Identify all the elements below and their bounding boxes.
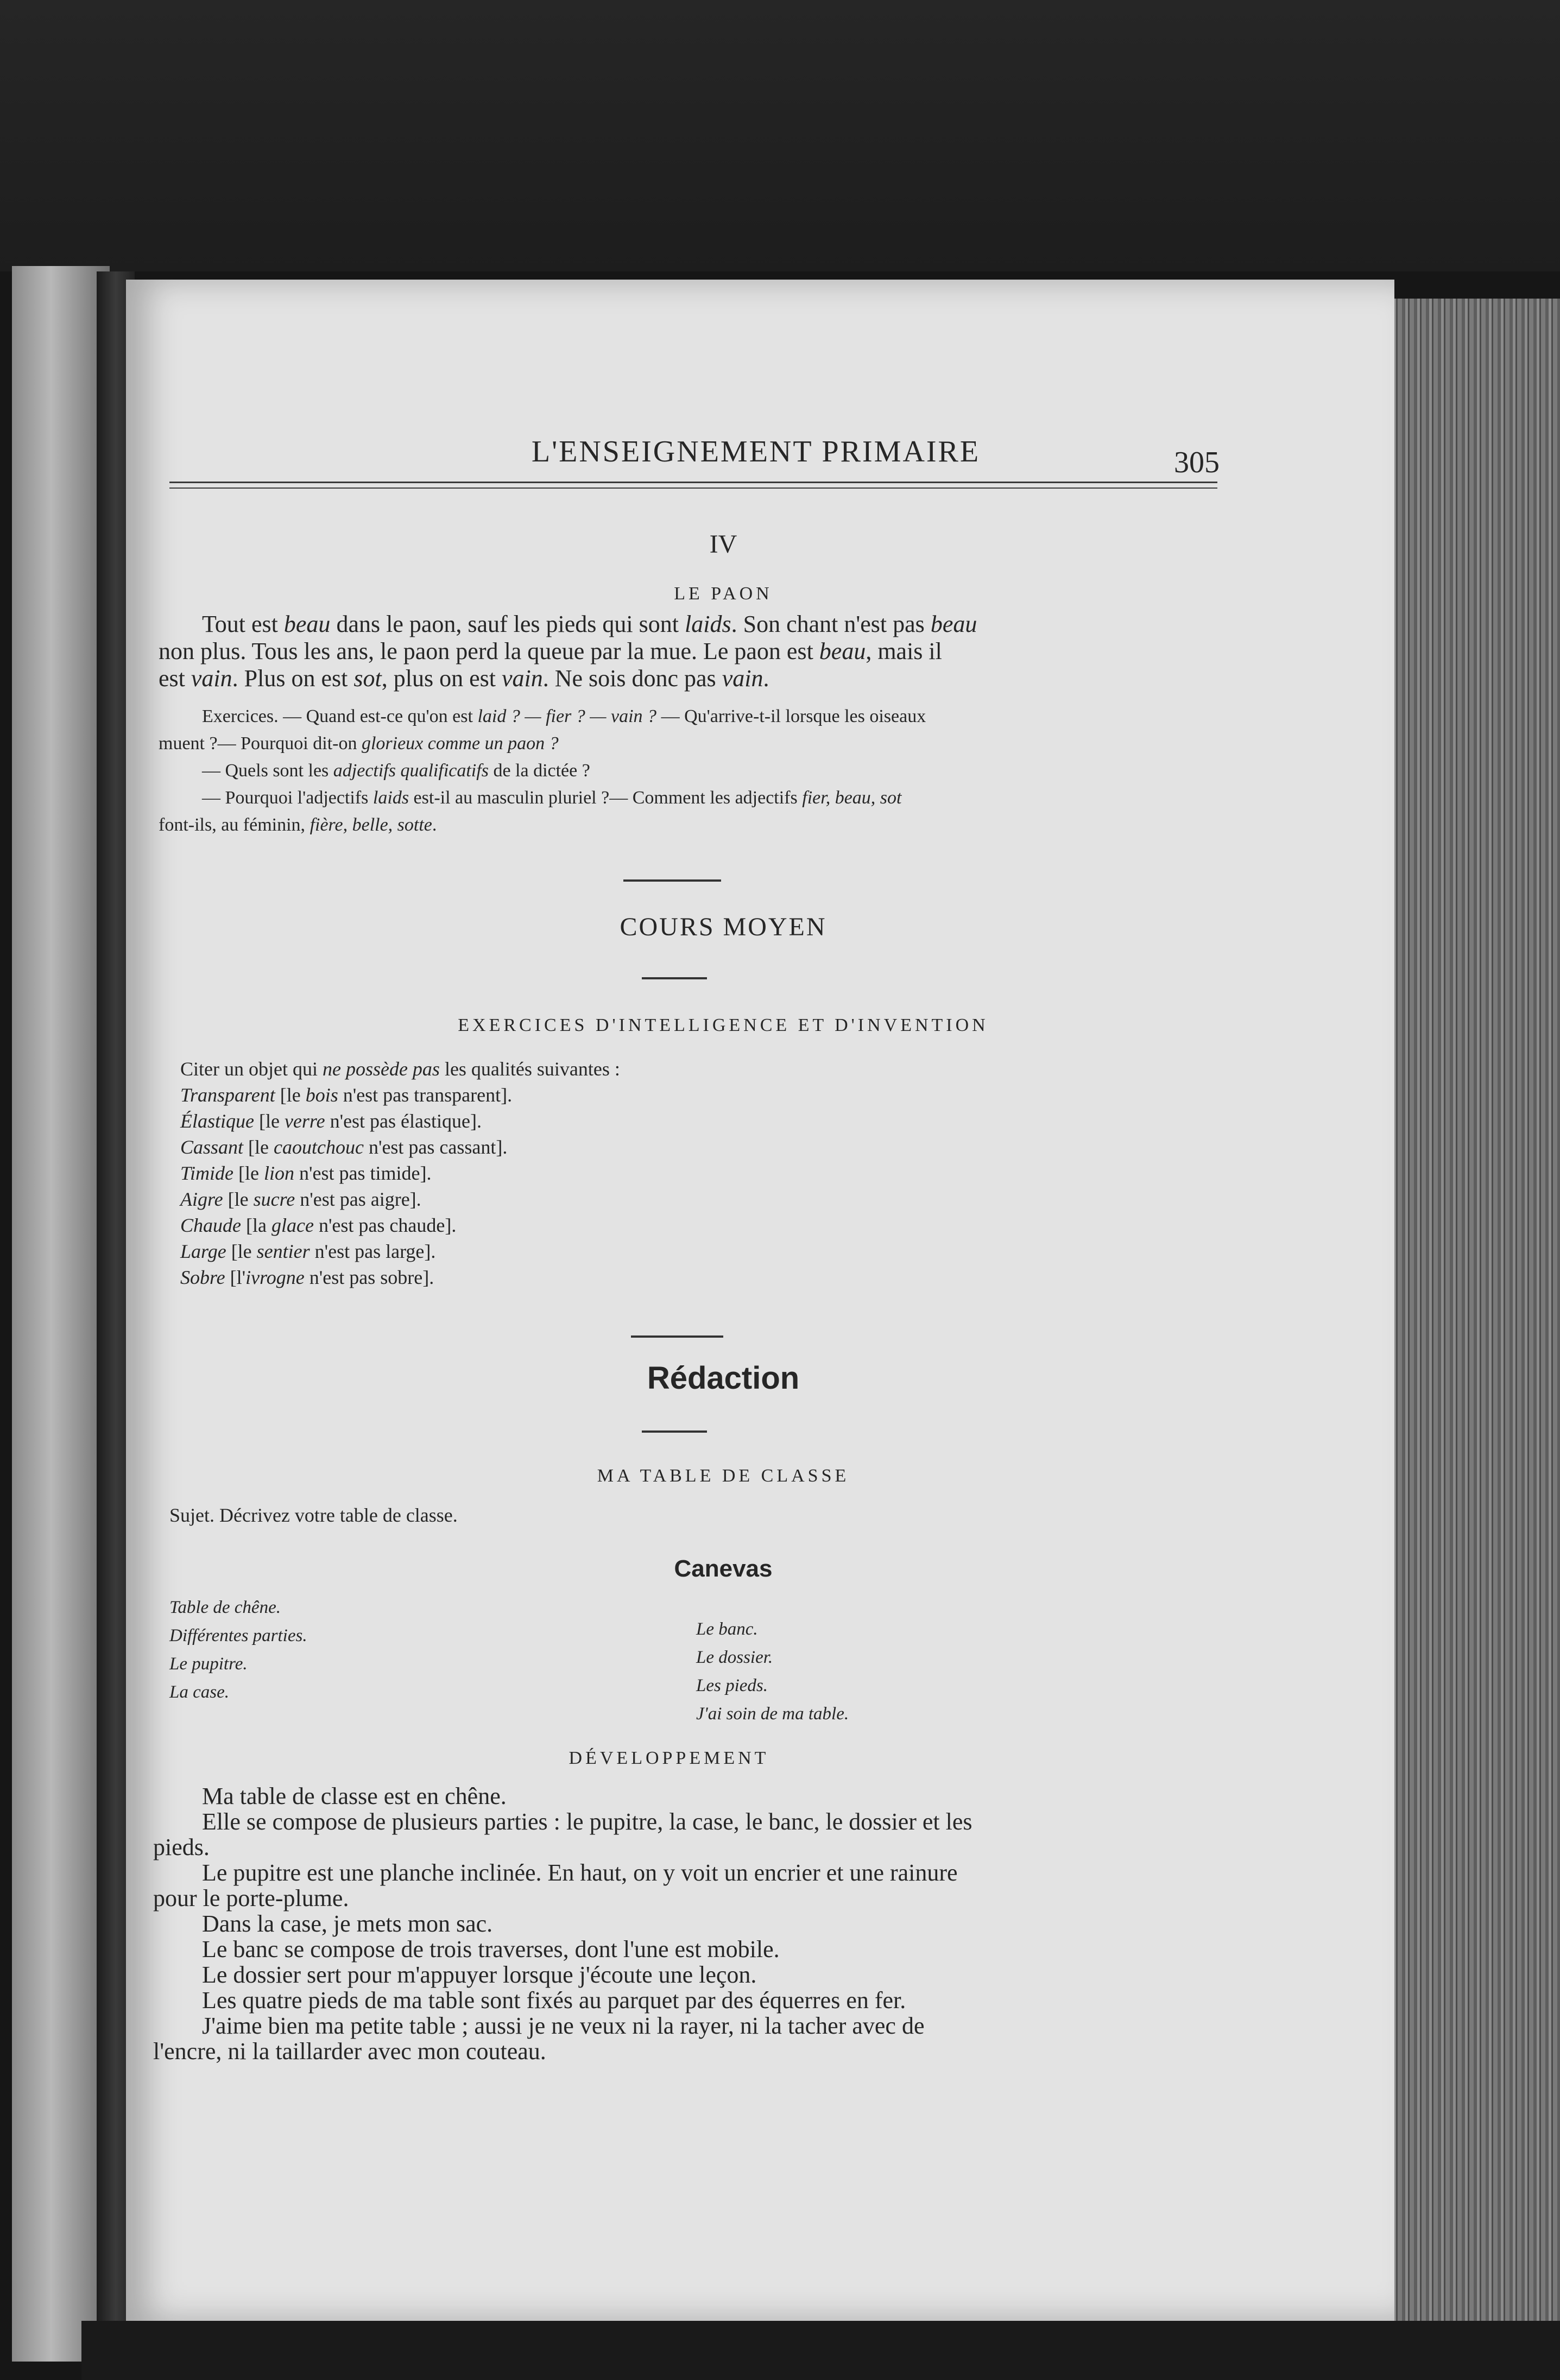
text-italic: ne possède pas xyxy=(322,1058,440,1080)
text: muent ?— Pourquoi dit-on xyxy=(159,733,362,754)
text: Exercices. — Quand est-ce qu'on est xyxy=(202,706,478,726)
text-italic: verre xyxy=(284,1110,325,1132)
paragraph-line: Les quatre pieds de ma table sont fixés au parquet par des équerres en fer. xyxy=(202,1987,906,2014)
paragraph-line: Elle se compose de plusieurs parties : le pupitre, la case, le banc, le dossier et les xyxy=(202,1808,972,1835)
header-rule-bottom xyxy=(169,488,1217,489)
text-italic: Timide xyxy=(180,1162,234,1184)
text-italic: fier, beau, sot xyxy=(802,788,902,808)
section-divider xyxy=(642,977,707,979)
section-divider xyxy=(631,1335,723,1338)
text: est xyxy=(159,665,191,692)
text: . Plus on est xyxy=(232,665,354,692)
paragraph-line: Ma table de classe est en chêne. xyxy=(202,1783,507,1809)
page-stack-edges xyxy=(1390,299,1560,2380)
text-italic: beau xyxy=(930,611,977,637)
text-italic: beau xyxy=(283,611,331,637)
exercise-line xyxy=(159,703,1245,730)
canevas-title: Canevas xyxy=(674,1555,773,1582)
text: n'est pas chaude]. xyxy=(313,1214,457,1236)
text: — Quels sont les xyxy=(202,761,333,781)
text: . xyxy=(432,815,437,835)
canevas-item: Le banc. xyxy=(696,1619,758,1639)
text-italic: Chaude xyxy=(180,1214,241,1236)
dictation-line xyxy=(159,611,1245,638)
list-item xyxy=(180,1134,1049,1160)
page-content xyxy=(126,280,1394,2321)
text: . xyxy=(763,665,769,692)
dictation-line xyxy=(159,638,1245,665)
text-italic: glorieux comme un paon ? xyxy=(361,733,559,754)
canevas-item: Les pieds. xyxy=(696,1676,768,1695)
text: est-il au masculin pluriel ?— Comment les adjectifs xyxy=(409,788,803,808)
section-numeral: IV xyxy=(709,530,737,559)
list-item xyxy=(180,1186,1049,1212)
list-item xyxy=(180,1212,1049,1238)
text-italic: laids xyxy=(372,788,409,808)
canevas-item: La case. xyxy=(169,1682,229,1702)
list-item xyxy=(180,1056,1049,1082)
text-italic: glace xyxy=(271,1214,314,1236)
canevas-item: Table de chêne. xyxy=(169,1598,281,1617)
text: n'est pas large]. xyxy=(310,1240,436,1262)
text: . Ne sois donc pas xyxy=(542,665,722,692)
text-italic: adjectifs qualificatifs xyxy=(333,761,489,781)
text: . Son chant n'est pas xyxy=(731,611,931,637)
text: de la dictée ? xyxy=(488,761,590,781)
text-italic: Aigre xyxy=(180,1188,223,1210)
text: font-ils, au féminin, xyxy=(159,815,310,835)
text: [le xyxy=(254,1110,285,1132)
text-italic: laids xyxy=(685,611,731,637)
text: n'est pas cassant]. xyxy=(363,1136,508,1158)
developpement-title: DÉVELOPPEMENT xyxy=(569,1748,769,1768)
text: n'est pas élastique]. xyxy=(325,1110,482,1132)
text: [la xyxy=(241,1214,271,1236)
text-italic: lion xyxy=(263,1162,294,1184)
text: — Qu'arrive-t-il lorsque les oiseaux xyxy=(656,706,926,726)
exercise-line xyxy=(159,812,1245,839)
text: les qualités suivantes : xyxy=(439,1058,620,1080)
text-italic: beau xyxy=(819,638,866,664)
text-italic: fière, belle, sotte xyxy=(310,815,432,835)
text-italic: Cassant xyxy=(180,1136,244,1158)
running-title: L'ENSEIGNEMENT PRIMAIRE xyxy=(531,435,981,469)
text: [le xyxy=(233,1162,264,1184)
canevas-item: Différentes parties. xyxy=(169,1626,307,1645)
text: n'est pas sobre]. xyxy=(304,1267,434,1288)
text-italic: vain xyxy=(501,665,543,692)
text: , plus on est xyxy=(381,665,502,692)
text: Citer un objet qui xyxy=(180,1058,323,1080)
text-italic: Sobre xyxy=(180,1267,225,1288)
exercise-line xyxy=(159,784,1245,812)
exercise-block xyxy=(159,703,1245,839)
paragraph-line: J'aime bien ma petite table ; aussi je ne veux ni la rayer, ni la tacher avec de xyxy=(202,2012,925,2039)
scan-bottom-edge xyxy=(81,2321,1560,2380)
text: [le xyxy=(275,1084,306,1106)
canevas-item: J'ai soin de ma table. xyxy=(696,1704,849,1724)
list-item xyxy=(180,1160,1049,1186)
list-item xyxy=(180,1108,1049,1134)
text-italic: ivrogne xyxy=(245,1267,305,1288)
text: dans le paon, sauf les pieds qui sont xyxy=(330,611,685,637)
developpement-text xyxy=(153,1783,1266,2064)
text: [le xyxy=(223,1188,254,1210)
sujet-line: Sujet. Décrivez votre table de classe. xyxy=(169,1504,458,1526)
text-italic: vain xyxy=(722,665,763,692)
text-italic: sucre xyxy=(253,1188,295,1210)
text: n'est pas aigre]. xyxy=(295,1188,421,1210)
scan-background xyxy=(0,0,1560,271)
text-italic: laid ? — fier ? — vain ? xyxy=(477,706,657,726)
qualities-list xyxy=(180,1056,1049,1290)
text: Tout est xyxy=(202,611,284,637)
text: [l' xyxy=(225,1267,246,1288)
section-divider xyxy=(623,879,721,882)
redaction-title: Rédaction xyxy=(647,1360,800,1396)
cours-moyen-subtitle: EXERCICES D'INTELLIGENCE ET D'INVENTION xyxy=(458,1015,989,1035)
text-italic: bois xyxy=(305,1084,338,1106)
exercise-line xyxy=(159,730,1245,757)
canevas-item: Le pupitre. xyxy=(169,1654,248,1674)
text: non plus. Tous les ans, le paon perd la queue par la mue. Le paon est xyxy=(159,638,819,664)
page-number: 305 xyxy=(1174,446,1220,479)
canevas-right-column xyxy=(696,1615,1130,1728)
list-item xyxy=(180,1082,1049,1108)
exercise-line xyxy=(159,757,1245,784)
text-italic: caoutchouc xyxy=(274,1136,364,1158)
paragraph-line: l'encre, ni la taillarder avec mon couteau. xyxy=(153,2038,546,2065)
paragraph-line: Le dossier sert pour m'appuyer lorsque j'écoute une leçon. xyxy=(202,1961,757,1988)
text-italic: Transparent xyxy=(180,1084,275,1106)
paragraph-line: Le banc se compose de trois traverses, dont l'une est mobile. xyxy=(202,1936,780,1963)
text: n'est pas transparent]. xyxy=(338,1084,513,1106)
section-divider xyxy=(642,1430,707,1433)
paragraph-line: Dans la case, je mets mon sac. xyxy=(202,1910,493,1937)
text-italic: sot xyxy=(353,665,382,692)
book-page xyxy=(126,280,1394,2321)
section-title: LE PAON xyxy=(674,584,773,604)
text: , mais il xyxy=(866,638,942,664)
text-italic: Élastique xyxy=(180,1110,254,1132)
header-rule-top xyxy=(169,482,1217,483)
paragraph-line: pieds. xyxy=(153,1834,210,1860)
previous-page-edge xyxy=(12,266,110,2362)
dictation-line xyxy=(159,665,1245,692)
redaction-subtitle: MA TABLE DE CLASSE xyxy=(597,1466,850,1486)
paragraph-line: Le pupitre est une planche inclinée. En haut, on y voit un encrier et une rainure xyxy=(202,1859,958,1886)
canevas-item: Le dossier. xyxy=(696,1648,773,1667)
cours-moyen-title: COURS MOYEN xyxy=(620,913,827,941)
text: [le xyxy=(226,1240,257,1262)
text-italic: vain xyxy=(191,665,232,692)
text: [le xyxy=(243,1136,274,1158)
text: n'est pas timide]. xyxy=(294,1162,432,1184)
paragraph-line: pour le porte-plume. xyxy=(153,1885,349,1911)
list-item xyxy=(180,1238,1049,1264)
dictation-paragraph xyxy=(159,611,1245,692)
text-italic: sentier xyxy=(256,1240,310,1262)
text: — Pourquoi l'adjectifs xyxy=(202,788,373,808)
list-item xyxy=(180,1264,1049,1290)
text-italic: Large xyxy=(180,1240,226,1262)
canevas-left-column xyxy=(169,1593,604,1706)
